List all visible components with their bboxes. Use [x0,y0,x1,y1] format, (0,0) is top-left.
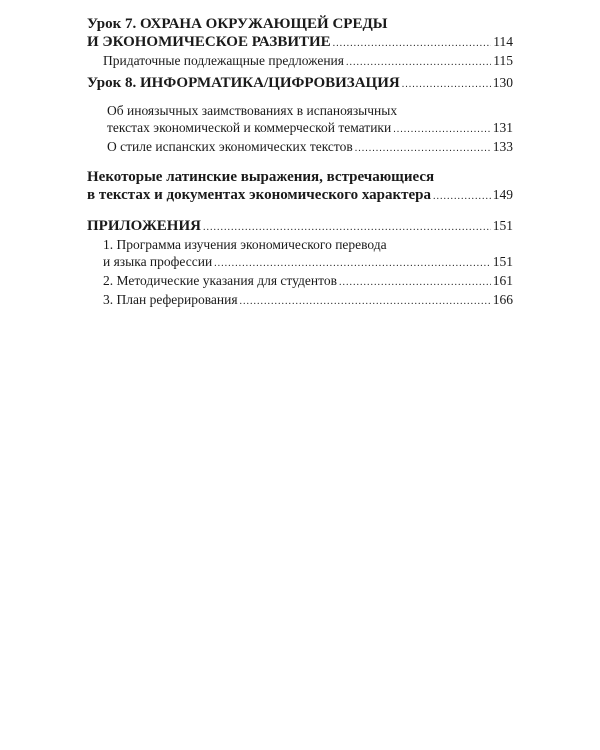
dot-leader [355,140,491,157]
toc-appendix-item2-page: 161 [492,273,513,288]
toc-lesson8-entry[interactable] [87,74,513,93]
table-of-contents [87,16,513,310]
dot-leader [333,35,492,52]
toc-appendix-entry[interactable] [87,217,513,236]
toc-appendix-item3[interactable] [87,291,513,310]
toc-lesson7-title-line1[interactable]: Урок 7. ОХРАНА ОКРУЖАЮЩЕЙ СРЕДЫ [87,16,388,32]
toc-lesson8-item1-line2: текстах экономической и коммерческой тематики [107,120,392,135]
toc-appendix-item1[interactable] [87,253,513,272]
toc-lesson8-item2-label: О стиле испанских экономических текстов [107,139,353,154]
toc-lesson8-item1-line1[interactable]: Об иноязычных заимствованиях в испаноязычных [107,103,398,118]
toc-appendix-item1-line2: и языка профессии [103,254,213,269]
toc-appendix-item2-label: 2. Методические указания для студентов [103,273,337,288]
dot-leader [339,274,491,291]
toc-lesson7-title-line2: И ЭКОНОМИЧЕСКОЕ РАЗВИТИЕ [87,34,331,50]
toc-appendix-item1-line1[interactable]: 1. Программа изучения экономического перевода [103,237,387,252]
dot-leader [433,188,491,205]
toc-appendix-page: 151 [492,218,513,233]
toc-latin-title-line2: в текстах и документах экономического характера [87,187,432,203]
toc-latin-entry[interactable] [87,186,513,205]
toc-lesson8-item2-page: 133 [492,139,513,154]
toc-appendix-item1-page: 151 [492,254,513,269]
toc-appendix-item3-page: 166 [492,292,513,307]
toc-item-label: Придаточные подлежащные предложения [103,53,344,68]
toc-lesson7-page: 114 [493,34,513,49]
toc-lesson8-item2[interactable] [87,138,513,157]
dot-leader [393,121,491,138]
dot-leader [214,255,491,272]
toc-lesson7-entry[interactable] [87,33,513,52]
toc-latin-page: 149 [492,187,513,202]
dot-leader [402,76,491,93]
toc-lesson7-item[interactable] [87,52,513,71]
toc-appendix-title: ПРИЛОЖЕНИЯ [87,218,201,234]
toc-appendix-item3-label: 3. План реферирования [103,292,238,307]
toc-lesson8-item1-page: 131 [492,120,513,135]
toc-item-page: 115 [493,53,513,68]
toc-lesson8-title: Урок 8. ИНФОРМАТИКА/ЦИФРОВИЗАЦИЯ [87,75,400,91]
toc-lesson8-page: 130 [492,75,513,90]
toc-lesson8-item1[interactable] [87,119,513,138]
toc-latin-title-line1[interactable]: Некоторые латинские выражения, встречающиеся [87,169,435,185]
dot-leader [346,54,491,71]
dot-leader [203,219,491,236]
dot-leader [240,293,491,310]
toc-appendix-item2[interactable] [87,272,513,291]
